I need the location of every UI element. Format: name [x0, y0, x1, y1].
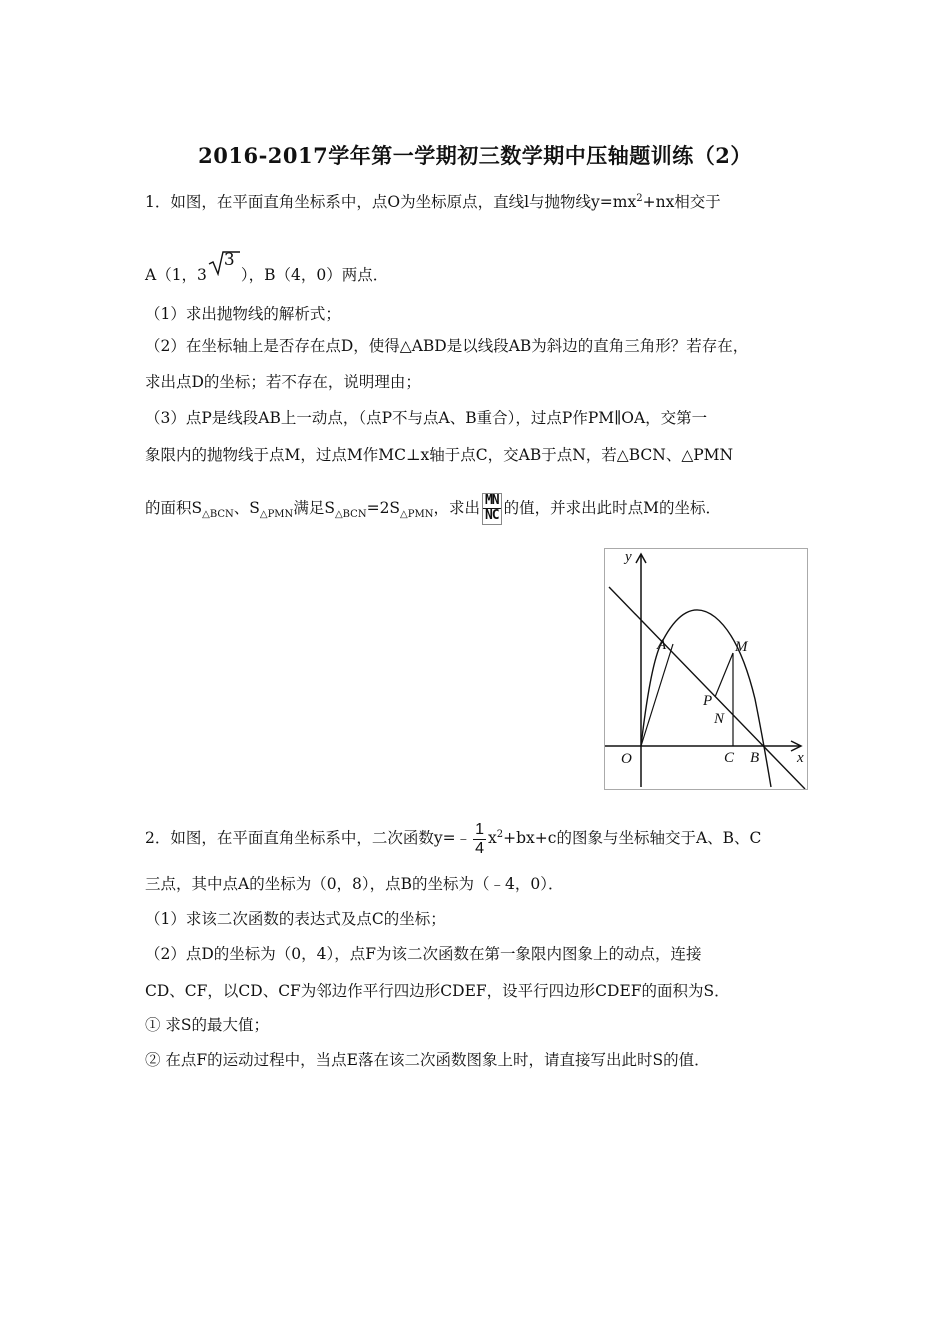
p1-text: +nx相交于	[642, 193, 721, 211]
p1-text: 满足S	[293, 498, 335, 517]
label-a: A	[657, 637, 667, 653]
label-c: C	[724, 750, 735, 766]
p2-q2-part1: ① 求S的最大值；	[145, 1016, 270, 1034]
p2-q2-line1: （2）点D的坐标为（0，4），点F为该二次函数在第一象限内图象上的动点，连接	[145, 945, 702, 963]
p1-text: 的值，并求出此时点M的坐标．	[503, 498, 722, 517]
p1-text: A（1，3	[145, 266, 207, 284]
label-p: P	[703, 693, 713, 709]
p1-q2-line2: 求出点D的坐标；若不存在，说明理由；	[145, 373, 421, 391]
label-o: O	[621, 751, 632, 767]
p1-text: 的面积S	[145, 498, 203, 517]
p1-text: ，求出	[433, 498, 480, 517]
p1-text: =2S	[366, 498, 401, 517]
p1-text: 1．如图，在平面直角坐标系中，点O为坐标原点，直线l与抛物线y=mx	[145, 193, 637, 211]
fraction-denominator: NC	[484, 508, 499, 524]
label-x: x	[797, 750, 804, 766]
radicand: 3	[223, 250, 235, 270]
p1-text: 、S	[233, 498, 260, 517]
p1-q3-line3	[145, 493, 721, 525]
fraction-mn-nc	[482, 493, 502, 525]
label-m: M	[735, 639, 748, 655]
exponent: 2	[496, 828, 504, 840]
p2-q1: （1）求该二次函数的表达式及点C的坐标；	[145, 910, 446, 928]
fraction-numerator: MN	[484, 493, 499, 508]
p2-q2-part2: ② 在点F的运动过程中，当点E落在该二次函数图象上时，请直接写出此时S的值．	[145, 1051, 710, 1069]
coordinate-figure	[604, 548, 808, 790]
p2-stem-line2: 三点，其中点A的坐标为（0，8），点B的坐标为（﹣4，0）．	[145, 875, 564, 893]
segment-pm	[715, 653, 733, 697]
label-b: B	[750, 750, 760, 766]
label-y: y	[625, 549, 632, 565]
p2-text: x	[488, 829, 497, 848]
subscript: △BCN	[202, 508, 234, 520]
p2-text: 2．如图，在平面直角坐标系中，二次函数y=﹣	[145, 829, 472, 848]
fraction-numerator: 1	[475, 821, 485, 838]
exponent: 2	[636, 192, 643, 204]
p1-q3-line2: 象限内的抛物线于点M，过点M作MC⊥x轴于点C，交AB于点N，若△BCN、△PMN	[145, 446, 734, 464]
p1-stem-line2	[145, 252, 388, 285]
subscript: △BCN	[334, 508, 367, 520]
p2-text: +bx+c的图象与坐标轴交于A、B、C	[503, 829, 762, 848]
p1-stem-line1	[145, 190, 721, 212]
fraction-one-quarter	[473, 821, 486, 857]
subscript: △PMN	[400, 508, 434, 520]
figure-svg	[605, 549, 807, 789]
fraction-denominator: 4	[475, 839, 485, 857]
line-l	[609, 587, 805, 789]
subscript: △PMN	[259, 508, 294, 520]
sqrt-3	[207, 252, 241, 274]
p2-q2-line2: CD、CF，以CD、CF为邻边作平行四边形CDEF，设平行四边形CDEF的面积为S．	[145, 982, 730, 1000]
page-title: 2016-2017学年第一学期初三数学期中压轴题训练（2）	[198, 143, 752, 168]
p1-q3-line1: （3）点P是线段AB上一动点，（点P不与点A、B重合），过点P作PM∥OA，交第一	[145, 409, 708, 427]
p2-stem-line1	[145, 821, 761, 857]
p1-q1: （1）求出抛物线的解析式；	[145, 305, 341, 323]
segment-oa	[641, 644, 673, 746]
label-n: N	[714, 711, 725, 727]
p1-text: ），B（4，0）两点．	[240, 266, 389, 284]
p1-q2-line1: （2）在坐标轴上是否存在点D，使得△ABD是以线段AB为斜边的直角三角形？若存在，	[145, 337, 749, 355]
